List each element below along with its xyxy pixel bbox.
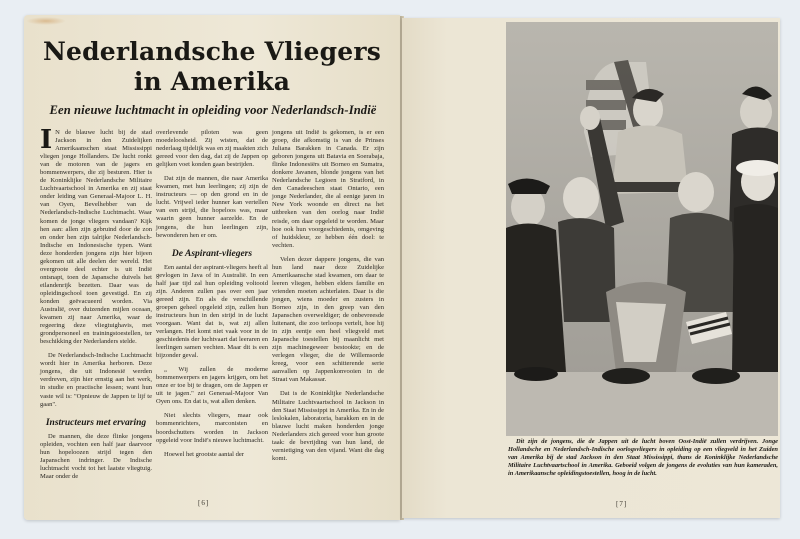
paragraph: Dat zijn de mannen, die naar Amerika kwamen, met hun leerlingen; zij zijn de instructeurs — op den grond en in de lucht. Vrijwel ieder hunner kan vertellen van een strijd, die hopeloos was, maar waarin geen hunner aarzelde. En de jongens, die hun leerlingen zijn, bewonderen hen er om. [156,175,268,239]
section-heading-aspirant-vliegers: De Aspirant-vliegers [171,248,253,259]
paragraph: Hoewel het grootste aantal der [164,450,244,458]
text-column-1 [40,125,152,487]
page-number-left: [6] [198,499,210,507]
article-subtitle: Een nieuwe luchtmacht in opleiding voor Nederlandsch-Indië [49,103,377,117]
page-number-right: [7] [616,500,628,508]
right-page [402,18,780,518]
paragraph: „ Wij zullen de moderne bommenwerpers en jagers krijgen, om het onze er toe bij te dragen, om de Jappen er uit te jagen." zei Generaal-Majoor Van Oyen ons. En dat is, wat allen denken. [156,366,268,406]
paragraph: I N de blauwe lucht bij de stad Jackson in den Zuidelijken Amerikaanschen staat Mississippi vliegen jonge Hollanders. De lucht ronkt van de motoren van de jagers en bommenwerpers, die zij besturen. Hier is de Koninklijke Nederlandsche Militaire Luchtvaartschool in Amerika en zij staat onder leiding van Generaal-Majoor L. H. van Oyen, Bevelhebber van de Nederlandsch-Indische Luchtmacht. Waar komen de jonge vliegers vandaan? Kijk hen aan: allen zijn gebruind door de zon en onder hen zijn talrijke Nederlandsch-Indische en Indonesische typen. Want deze honderden jongens zijn hier bijeen gekomen uit alle deelen der wereld. Het overgroote deel echter is uit Indië ontsnapt, toen de Japansche duivels het eilandenrijk bezetten. Daar was de opleidingschool toen gevestigd. En zij konden geëvacueerd worden. Via Australië, over duizenden mijlen oceaan, kwamen zij naar Amerika, waar de regeering deze vliegtuighavis, met grondpersoneel en trainingstoestellen, ter beschikking der Nederlanders stelde. [40,125,152,346]
paragraph: De Nederlandsch-Indische Luchtmacht wordt hier in Amerika herboren. Deze jongens, die uit Indonesië werden verdreven, zijn hier ernstig aan het werk, in studie en practische lessen; want hun vaste wil is: "Opnieuw de Jappen te lijf te gaan". [40,352,152,408]
paragraph: Niet slechts vliegers, maar ook bommenrichters, marconisten en boordschutters worden in Jackson opgeleid voor Indië's nieuwe luchtmacht. [156,412,268,444]
section-heading-instructeurs: Instructeurs met ervaring [45,417,147,428]
drop-cap: I [40,125,53,155]
left-page [24,15,400,520]
text-column-3 [272,129,384,469]
paragraph: Een aantal der aspirant-vliegers heeft al gevlogen in Java of in Australië. In een half jaar tijd zal hun opleiding voltooid zijn. Anderen zullen pas over een jaar gereed zijn. En als de verschillende groepen geheel opgeleid zijn, zullen hun instructeurs hun in den strijd in de lucht voorgaan. Want dat is, wat zij allen verlangen. Het komt niet vaak voor in de geschiedenis der luchtvaart dat leeraren en leerlingen samen vechten. Maar dit is een bijzonder geval. [156,263,268,360]
paragraph: Dat is de Koninklijke Nederlandsche Militaire Luchtvaartschool in Jackson in den Staat Mississippi in Amerika. En in de leslokalen, laboratoria, barakken en in de blauwe lucht maken honderden jonge Nederlanders zich gereed voor hun groote taak: de bevrijding van hun land, de vernietiging van den vijand. Want die dag komt. [272,390,384,462]
paragraph: De mannen, die deze flinke jongens opleiden, vochten een half jaar daarvoor hun hopeloozen strijd tegen den Japanschen indringer. De Indische luchtmacht vocht tot het laatste vliegtuig. Maar onder de [40,432,152,480]
aviators-photo [506,22,778,436]
paragraph: overlevende piloten was geen moedeloosheid. Zij wisten, dat de nederlaag tijdelijk was en zij maakten zich gereed voor den dag, dat zij de Jappen op gelijken voet konden gaan bestrijden. [156,129,268,169]
photo-caption: Dit zijn de jongens, die de Jappen uit de lucht boven Oost-Indië zullen verdrijven. Jonge Hollandsche en Nederlandsch-Indische oorlogsvliegers in opleiding op een vliegveld in het Zuiden van Amerika bij de stad Jackson in den Staat Mississippi, thans de Koninklijke Nederlandsche Militaire Luchtvaartschool in Amerika. Geboeid volgen de jongens de evoluties van hun kameraden, in Amerikaansche opleidingstoestellen, hoog in de lucht. [508,438,778,477]
text-column-2 [156,129,268,465]
photo-illustration [506,22,778,436]
article-title-line2: in Amerika [133,67,291,96]
paragraph: jongens uit Indië is gekomen, is er een groep, die afkomstig is van de Prinses Juliana Barakken in Canada. Er zijn geboren jongens uit Batavia en Soerabaja, flinke Indonesiërs uit Borneo en Sumatra, donkere Javanen, blonde jongens van het Nederlandsche Legioen in Stratford, in den Canadeeschen staat Ontario, een jonge Nederlander, die al eenige jaren in New York woonde en direct na het uitbreken van den oorlog naar Indië reisde, om daar opgeleid te worden. Maar hoe ook hun voorgeschiedenis, omgeving of huidskleur, ze hebben één doel: te vechten. [272,129,384,249]
article-title-line1: Nederlandsche Vliegers [42,37,382,66]
paragraph: Velen dezer dappere jongens, die van hun land naar deze Zuidelijke Amerikaansche stad kwamen, om daar te leeren vliegen, hebben elders familie en vrienden moeten achterlaten. Daar is die jongen, wiens moeder en zusters in Borneo zijn, in den greep van den Japanschen overweldiger; de onbevreesde luitenant, die zoo terloops vertelt, hoe hij in zijn eentje een heel vliegveld met Japansche toestellen bij maanlicht met zijn machinegeweer bestookte; en de verlegen vlieger, die de Willemsorde kreeg, voor een schitterende serie aanvallen op Jappenkonvooien in de Straat van Makassar. [272,255,384,384]
